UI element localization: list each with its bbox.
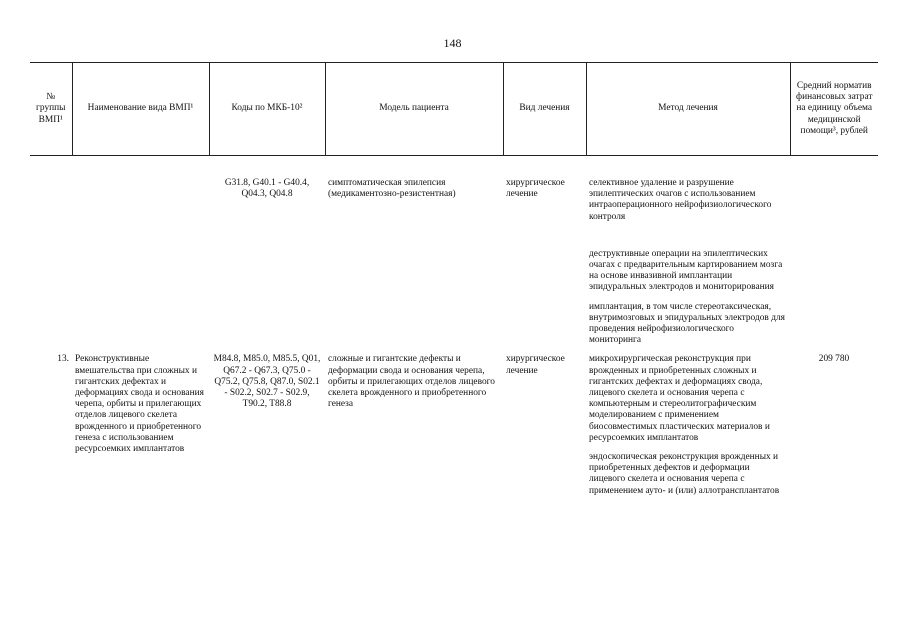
treatment-method: деструктивные операции на эпилептических очагах с предварительным картированием мозга на основе инвазивной имплантации эпидуральных электродов и мониторирования xyxy=(589,248,783,293)
header-vmp-name: Наименование вида ВМП¹ xyxy=(72,63,209,156)
treatment-methods xyxy=(586,178,790,346)
icd-codes: G31.8, G40.1 - G40.4, Q04.3, Q04.8 xyxy=(224,178,310,200)
vmp-name: Реконструктивные вмешательства при сложных и гигантских дефектах и деформациях свода и основания черепа, орбиты и прилегающих отделов лицевого скелета врожденного и приобретенного генеза с использованием ресурсоемких имплантатов xyxy=(75,354,204,455)
table-row xyxy=(30,354,878,496)
vmp-table xyxy=(30,62,878,497)
vmp-name xyxy=(72,178,209,346)
cost-norm: 209 780 xyxy=(818,354,850,365)
treatment-method: микрохирургическая реконструкция при врожденных и приобретенных сложных и гигантских дефектах и деформациях свода, лицевого скелета и основания черепа с компьютерным и стереолитографическим моделированием с применением биосовместимых пластических материалов и ресурсоемких имплантатов xyxy=(589,354,770,443)
header-group-number: № группы ВМП¹ xyxy=(30,63,72,156)
table-row xyxy=(30,178,878,346)
page-number: 148 xyxy=(443,36,462,50)
cost-norm xyxy=(790,178,878,346)
treatment-method: имплантация, в том числе стереотаксическая, внутримозговых и эпидуральных электродов для проведения нейрофизиологического мониторинга xyxy=(589,301,785,346)
treatment-type: хирургическое лечение xyxy=(506,178,565,200)
header-icd-codes: Коды по МКБ-10² xyxy=(209,63,325,156)
treatment-type: хирургическое лечение xyxy=(506,354,565,376)
patient-model: сложные и гигантские дефекты и деформации свода и основания черепа, орбиты и прилегающих отделов лицевого скелета врожденного и приобретенного генеза xyxy=(328,354,495,410)
treatment-method: селективное удаление и разрушение эпилептических очагов с использованием интраоперационного нейрофизиологического контроля xyxy=(589,178,772,222)
treatment-method: эндоскопическая реконструкция врожденных и приобретенных дефектов и деформации лицевого скелета и основания черепа с применением ауто- и (или) аллотрансплантатов xyxy=(589,452,780,496)
header-treatment-type: Вид лечения xyxy=(503,63,586,156)
patient-model: симптоматическая эпилепсия (медикаментозно-резистентная) xyxy=(328,178,456,200)
table-header-row xyxy=(30,63,878,156)
group-number: 13. xyxy=(57,354,69,365)
header-patient-model: Модель пациента xyxy=(325,63,503,156)
header-treatment-method: Метод лечения xyxy=(586,63,790,156)
group-number xyxy=(30,178,72,346)
header-cost-norm: Средний норматив финансовых затрат на единицу объема медицинской помощи³, рублей xyxy=(790,63,878,156)
icd-codes: M84.8, M85.0, M85.5, Q01, Q67.2 - Q67.3, Q75.0 - Q75.2, Q75.8, Q87.0, S02.1 - S02.2, S02.7 - S02.9, T90.2, T88.8 xyxy=(213,354,321,410)
treatment-methods xyxy=(586,354,790,496)
